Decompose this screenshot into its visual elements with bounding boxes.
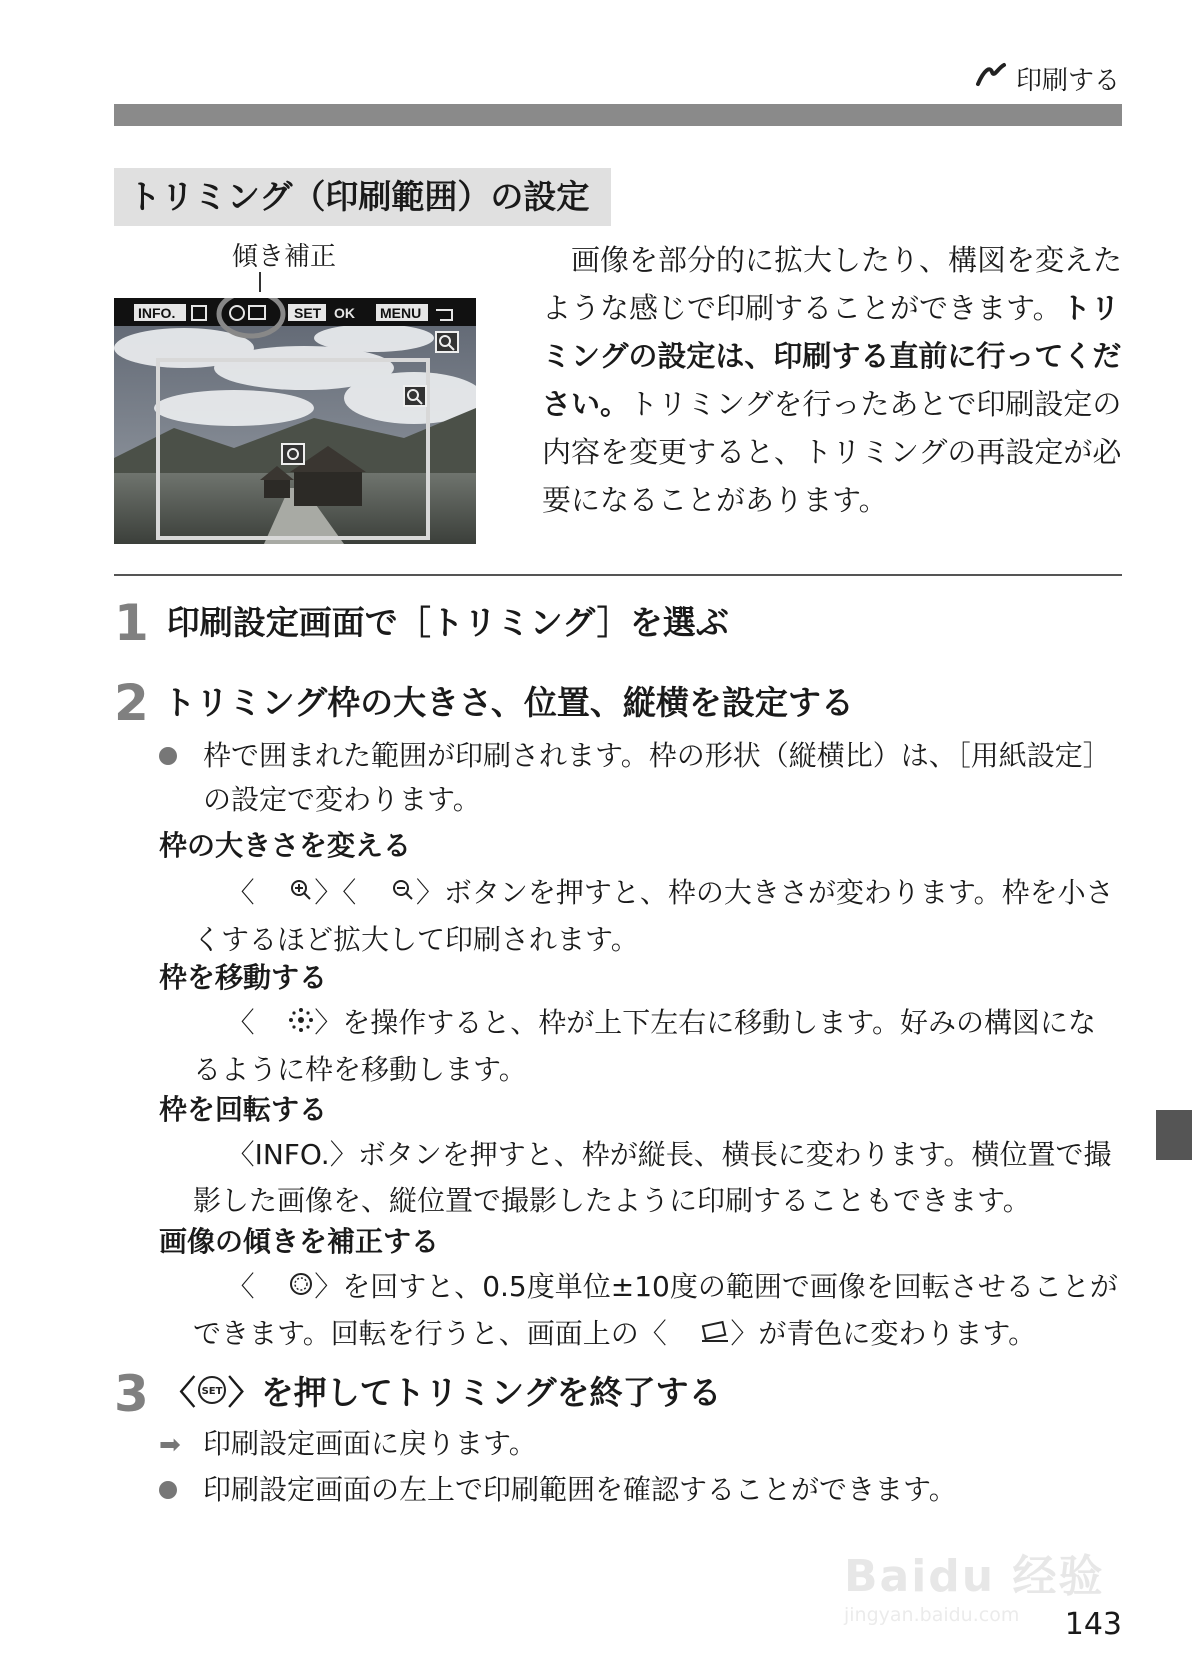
bullet-item xyxy=(159,734,1123,816)
subsection-heading: 画像の傾きを補正する xyxy=(159,1225,440,1258)
subsection-text: 〈 〉を操作すると、枠が上下左右に移動します。好みの構図になるように枠を移動します。 xyxy=(193,1000,1123,1093)
svg-text:SET: SET xyxy=(201,1385,223,1397)
subsection-heading: 枠の大きさを変える xyxy=(159,829,412,862)
set-button-icon xyxy=(196,1370,228,1420)
arrow-icon: ➡ xyxy=(159,1430,181,1460)
intro-bold-note: トリミングの設定は、印刷する直前に行ってください。 xyxy=(542,291,1122,421)
callout-line xyxy=(259,272,261,292)
section-divider xyxy=(114,574,1122,576)
step-title: トリミング枠の大きさ、位置、縦横を設定する xyxy=(162,683,854,722)
step-number: 1 xyxy=(114,594,149,652)
subsection-text: 〈 〉を回すと、0.5度単位±10度の範囲で画像を回転させることができます。回転を行うと、画面上の〈 〉が青色に変わります。 xyxy=(193,1264,1123,1358)
zoom-out-icon xyxy=(356,871,416,917)
screen-set-label: SET xyxy=(294,305,322,321)
step-number: 2 xyxy=(114,674,149,732)
section-title: トリミング（印刷範囲）の設定 xyxy=(114,168,611,226)
subsection-heading: 枠を移動する xyxy=(159,961,328,994)
bullet-text: 枠で囲まれた範囲が印刷されます。枠の形状（縦横比）は、［用紙設定］の設定で変わります。 xyxy=(203,739,1111,816)
callout-label: 傾き補正 xyxy=(232,242,337,272)
screen-menu-label: MENU xyxy=(380,305,422,321)
intro-text-1: 画像を部分的に拡大したり、構図を変えたような感じで印刷することができます。 xyxy=(542,243,1123,325)
tilt-correction-icon xyxy=(667,1312,731,1358)
subsection-text: 〈 〉〈 〉ボタンを押すと、枠の大きさが変わります。枠を小さくするほど拡大して印刷されます。 xyxy=(193,870,1123,963)
step-3 xyxy=(114,1364,722,1423)
print-icon xyxy=(974,62,1008,95)
arrow-item xyxy=(159,1422,1123,1467)
step-title: 〈 SET 〉を押してトリミングを終了する xyxy=(163,1368,722,1420)
bullet-item xyxy=(159,1468,1123,1512)
zoom-in-icon xyxy=(255,871,315,917)
page-number: 143 xyxy=(1064,1607,1122,1642)
subsection-text: 〈INFO.〉ボタンを押すと、枠が縦長、横長に変わります。横位置で撮影した画像を、縦位置で撮影したように印刷することもできます。 xyxy=(193,1138,1112,1217)
camera-screen xyxy=(114,298,476,544)
step-number: 3 xyxy=(114,1364,149,1423)
screen-ok-label: OK xyxy=(334,305,355,321)
subsection-heading: 枠を回転する xyxy=(159,1093,328,1126)
watermark-brand: Baidu 经验 xyxy=(844,1551,1105,1602)
intro-paragraph xyxy=(542,236,1122,524)
bullet-icon xyxy=(159,747,177,765)
step-title: 印刷設定画面で［トリミング］を選ぶ xyxy=(166,603,729,642)
multi-controller-icon xyxy=(255,1001,315,1047)
bullet-text: 印刷設定画面の左上で印刷範囲を確認することができます。 xyxy=(203,1473,957,1506)
arrow-item-text: 印刷設定画面に戻ります。 xyxy=(203,1427,537,1460)
header-bar xyxy=(114,104,1122,126)
running-header xyxy=(974,60,1120,97)
intro-text-2: トリミングを行ったあとで印刷設定の内容を変更すると、トリミングの再設定が必要になることがあります。 xyxy=(542,387,1122,517)
watermark-url: jingyan.baidu.com xyxy=(844,1604,1020,1626)
step-2 xyxy=(114,674,854,732)
header-section-label: 印刷する xyxy=(1015,66,1120,96)
quick-control-dial-icon xyxy=(255,1265,315,1311)
bullet-icon xyxy=(159,1481,177,1499)
chapter-tab xyxy=(1156,1110,1192,1160)
step-1 xyxy=(114,594,729,652)
screen-info-label: INFO. xyxy=(138,305,176,321)
